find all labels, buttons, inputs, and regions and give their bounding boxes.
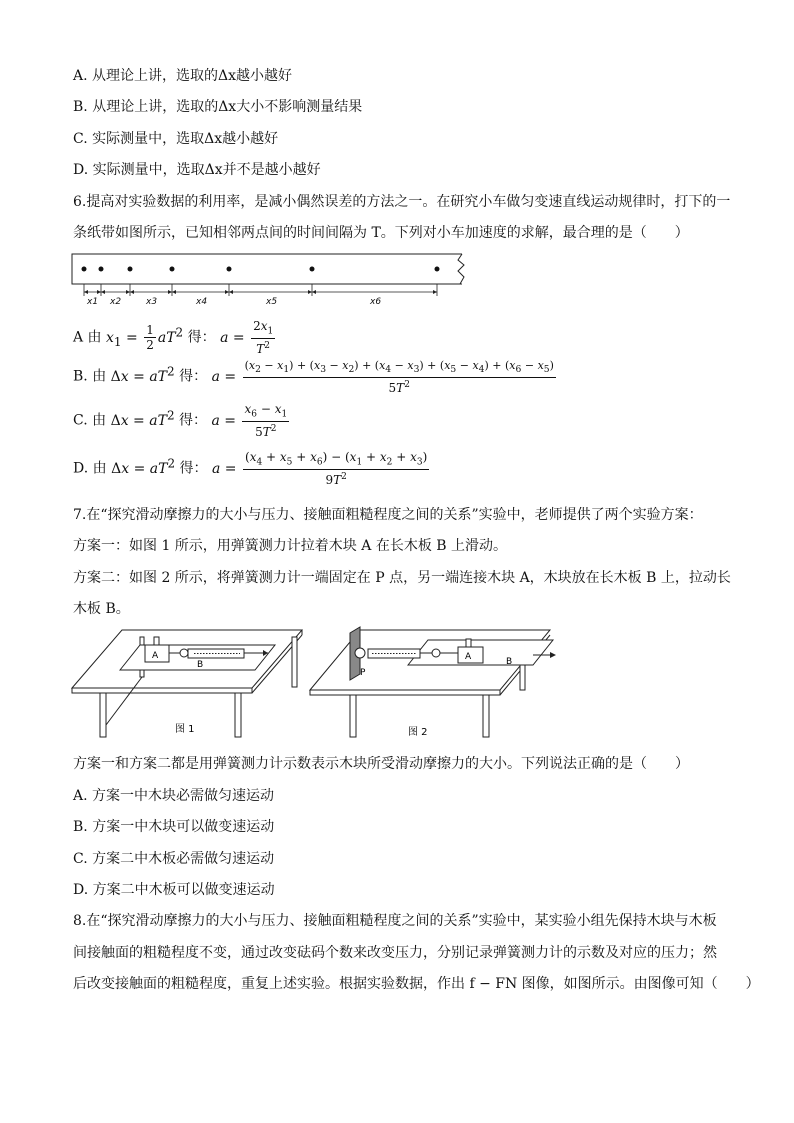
q7-plan2-line2: 木板 B。 [73,601,130,617]
figure-2-table [308,625,558,740]
q7-plan2-line1: 方案二：如图 2 所示，将弹簧测力计一端固定在 P 点，另一端连接木块 A，木块放在长木板 B 上，拉动长 [73,570,731,586]
q7-option-c: C. 方案二中木板必需做匀速运动 [73,851,275,867]
q6-option-b: B. 由 $\Delta x = aT^2$ 得： a = $\frac{(x_2 - x_1) + (x_3 - x_2) + (x_4 - x_3) + (x_5 - x_4) + (x_6 - x_5)}{5T^2}$ [73,358,554,395]
q5-option-c: C. 实际测量中，选取Δx越小越好 [73,131,279,147]
tape-dot [99,267,104,272]
q7-option-b: B. 方案一中木块可以做变速运动 [73,819,275,835]
q5-option-b: B. 从理论上讲，选取的Δx大小不影响测量结果 [73,99,363,115]
tape-label-x4: x4 [196,297,208,307]
tape-label-x2: x2 [110,297,122,307]
tape-label-x1: x1 [87,297,99,307]
tape-dot [82,267,87,272]
q8-line3: 后改变接触面的粗糙程度，重复上述实验。根据实验数据，作出 f − FN 图像，如图所示。由图像可知（ ） [73,976,760,992]
fig2-block-a-label: A [465,652,472,662]
q7-option-a: A. 方案一中木块必需做匀速运动 [73,788,275,804]
tape-label-x6: x6 [370,297,382,307]
tape-dots [82,267,440,272]
q7-stem: 7.在“探究滑动摩擦力的大小与压力、接触面粗糙程度之间的关系”实验中，老师提供了两个实验方案： [73,507,703,523]
q6-option-c: C. 由 $\Delta x = aT^2$ 得： a = $\frac{x_6 - x_1}{5T^2}$ [73,401,288,440]
tape-label-x3: x3 [146,297,158,307]
figure-1-table [70,625,305,740]
q6-option-d: D. 由 $\Delta x = aT^2$ 得： a = $\frac{(x_4 + x_5 + x_6) - (x_1 + x_2 + x_3)}{9T^2}$ [73,449,428,488]
tape-dot [170,267,175,272]
q6-option-a: A 由 $x_1$ = $\frac{1}{2}$ $aT^2$ 得： a = $\frac{2x_1}{T^2}$ [73,318,274,357]
tape-dot [435,267,440,272]
fig2-board-b-label: B [506,657,513,667]
fig2-point-p-label: P [360,668,366,678]
q8-line2: 间接触面的粗糙程度不变，通过改变砝码个数来改变压力，分别记录弹簧测力计的示数及对应的压力；然 [73,945,717,961]
tape-dot [128,267,133,272]
paper-tape-diagram [70,252,470,308]
fig1-block-a-label: A [152,651,159,661]
q7-option-d: D. 方案二中木板可以做变速运动 [73,882,275,898]
tape-dot [227,267,232,272]
fig1-board-b-label: B [197,660,204,670]
q6-stem-line2: 条纸带如图所示，已知相邻两点间的时间间隔为 T。下列对小车加速度的求解，最合理的是（ ） [73,225,689,241]
tape-dot [310,267,315,272]
q7-question: 方案一和方案二都是用弹簧测力计示数表示木块所受滑动摩擦力的大小。下列说法正确的是（ ） [73,756,689,772]
q7-plan1: 方案一：如图 1 所示，用弹簧测力计拉着木块 A 在长木板 B 上滑动。 [73,538,508,554]
fig1-caption: 图 1 [175,724,195,735]
fig2-caption: 图 2 [408,727,428,738]
tape-label-x5: x5 [266,297,278,307]
q5-option-d: D. 实际测量中，选取Δx并不是越小越好 [73,162,321,178]
q8-line1: 8.在“探究滑动摩擦力的大小与压力、接触面粗糙程度之间的关系”实验中，某实验小组先保持木块与木板 [73,913,717,929]
q6-stem-line1: 6.提高对实验数据的利用率，是减小偶然误差的方法之一。在研究小车做匀变速直线运动规律时，打下的一 [73,194,731,210]
q5-option-a: A. 从理论上讲，选取的Δx越小越好 [73,68,293,84]
